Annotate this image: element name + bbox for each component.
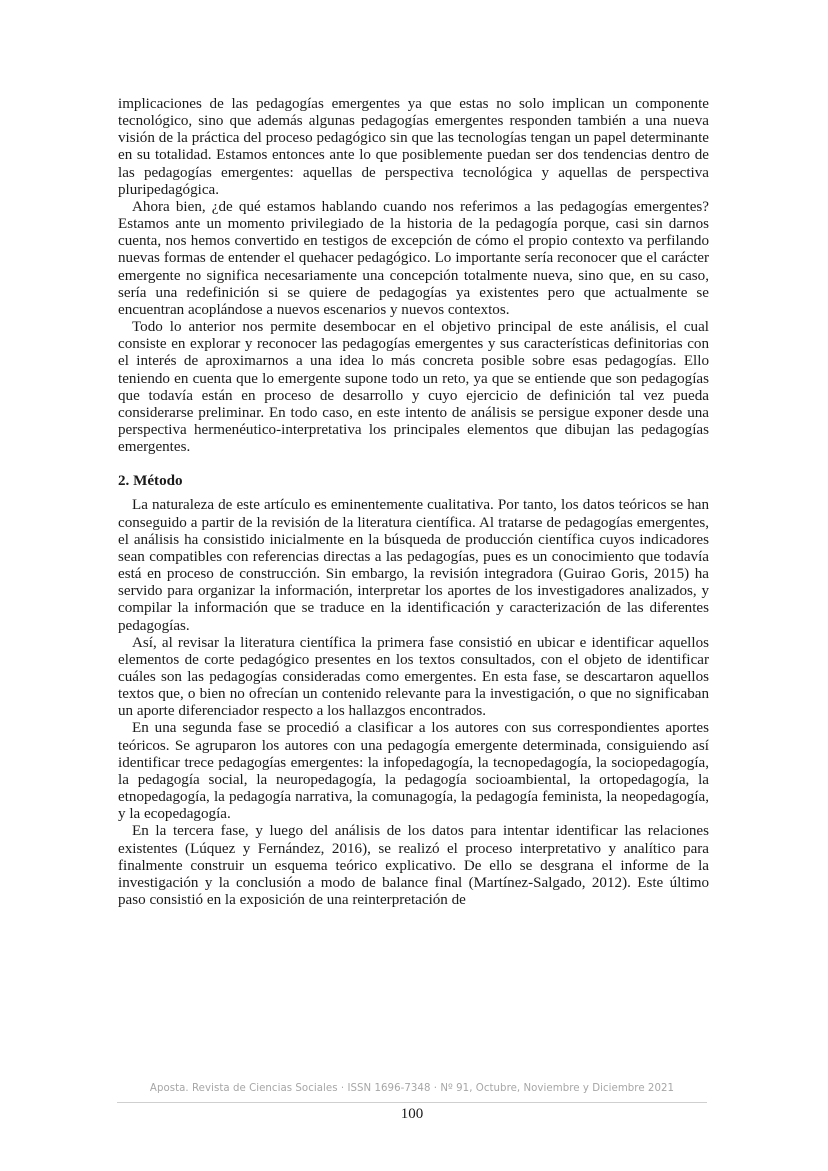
journal-footer: Aposta. Revista de Ciencias Sociales · ISSN 1696-7348 · Nº 91, Octubre, Noviembre y Diciembre 2021 bbox=[149, 1083, 675, 1094]
paragraph: implicaciones de las pedagogías emergentes ya que estas no solo implican un componente tecnológico, sino que además algunas pedagogías emergentes responden también a una nueva visión de la práctica del proceso pedagógico sin que las tecnologías tengan un papel determinante en su totalidad. Estamos entonces ante lo que posiblemente puedan ser dos tendencias dentro de las pedagogías emergentes: aquellas de perspectiva tecnológica y aquellas de perspectiva pluripedagógica. bbox=[118, 96, 709, 198]
section-heading: 2. Método bbox=[118, 473, 183, 490]
paragraph: En una segunda fase se procedió a clasificar a los autores con sus correspondientes aportes teóricos. Se agruparon los autores con una pedagogía emergente determinada, consiguiendo así identificar trece pedagogías emergentes: la infopedagogía, la tecnopedagogía, la sociopedagogía, la pedagogía social, la neuropedagogía, la pedagogía socioambiental, la ortopedagogía, la etnopedagogía, la pedagogía narrativa, la comunagogía, la pedagogía feminista, la neopedagogía, y la ecopedagogía. bbox=[118, 720, 709, 823]
paragraph: La naturaleza de este artículo es eminentemente cualitativa. Por tanto, los datos teóricos se han conseguido a partir de la revisión de la literatura científica. Al tratarse de pedagogías emergentes, el análisis ha consistido inicialmente en la búsqueda de producción científica cuyos indicadores sean compatibles con referencias directas a las pedagogías, pues es un conocimiento que todavía está en proceso de construcción. Sin embargo, la revisión integradora (Guirao Goris, 2015) ha servido para organizar la información, interpretar los aportes de los investigadores analizados, y compilar la información que se traduce en la identificación y caracterización de las diferentes pedagogías. bbox=[118, 497, 709, 634]
paragraph: Todo lo anterior nos permite desembocar en el objetivo principal de este análisis, el cual consiste en explorar y reconocer las pedagogías emergentes y sus características definitorias con el interés de aproximarnos a una idea lo más concreta posible sobre esas pedagogías. Ello teniendo en cuenta que lo emergente supone todo un reto, ya que se entiende que son pedagogías que todavía están en proceso de desarrollo y cuyo ejercicio de definición tal vez pueda considerarse preliminar. En todo caso, en este intento de análisis se persigue exponer desde una perspectiva hermenéutico-interpretativa los principales elementos que dibujan las pedagogías emergentes. bbox=[118, 319, 709, 456]
page-number: 100 bbox=[400, 1106, 424, 1122]
footer-divider bbox=[117, 1102, 707, 1103]
paragraph: Así, al revisar la literatura científica la primera fase consistió en ubicar e identificar aquellos elementos de corte pedagógico presentes en los textos consultados, con el objeto de identificar cuáles son las pedagogías consideradas como emergentes. En esta fase, se descartaron aquellos textos que, o bien no ofrecían un contenido relevante para la investigación, o que no significaban un aporte diferenciador respecto a los hallazgos encontrados. bbox=[118, 634, 709, 720]
paragraph: En la tercera fase, y luego del análisis de los datos para intentar identificar las relaciones existentes (Lúquez y Fernández, 2016), se realizó el proceso interpretativo y analítico para finalmente construir un esquema teórico explicativo. De ello se desgrana el informe de la investigación y la conclusión a modo de balance final (Martínez-Salgado, 2012). Este último paso consistió en la exposición de una reinterpretación de bbox=[118, 823, 709, 909]
paragraph: Ahora bien, ¿de qué estamos hablando cuando nos referimos a las pedagogías emergentes? Estamos ante un momento privilegiado de la historia de la pedagogía porque, casi sin darnos cuenta, nos hemos convertido en testigos de excepción de cómo el propio contexto va perfilando nuevas formas de entender el quehacer pedagógico. Lo importante sería reconocer que el carácter emergente no significa necesariamente una concepción totalmente nueva, sino que, en su caso, sería una redefinición si se quiere de pedagogías ya existentes pero que actualmente se encuentran acoplándose a nuevos escenarios y nuevos contextos. bbox=[118, 198, 709, 318]
page-body bbox=[118, 96, 709, 909]
